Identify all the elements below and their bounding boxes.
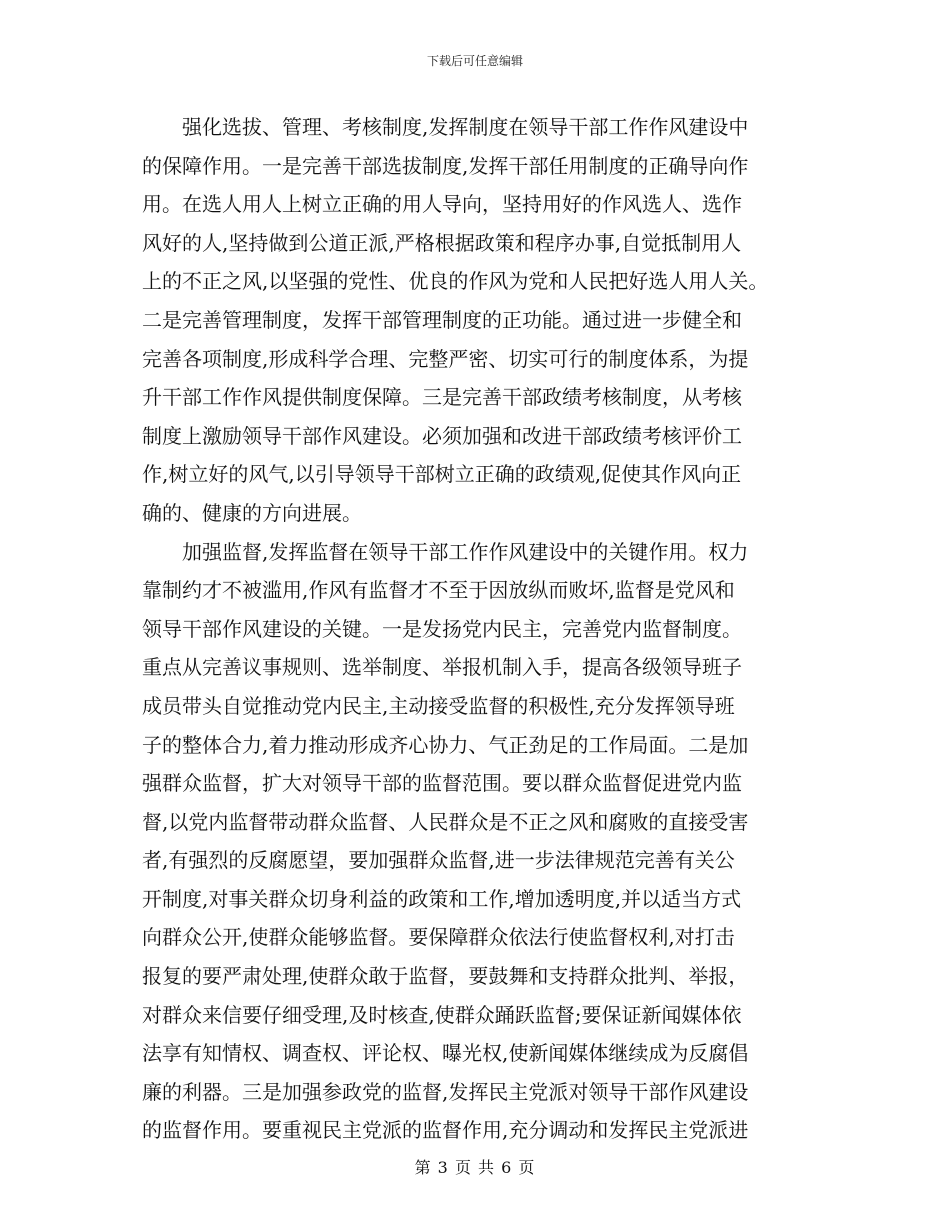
text-line: 向群众公开,使群众能够监督。要保障群众依法行使监督权利,对打击	[142, 925, 735, 950]
text-line: 重点从完善议事规则、选举制度、举报机制入手，提高各级领导班子	[142, 655, 742, 680]
text-line: 者,有强烈的反腐愿望，要加强群众监督,进一步法律规范完善有关公	[142, 848, 735, 873]
text-line: 领导干部作风建设的关键。一是发扬党内民主，完善党内监督制度。	[142, 616, 742, 641]
text-line: 报复的要严肃处理,使群众敢于监督，要鼓舞和支持群众批判、举报，	[142, 964, 749, 989]
text-line: 上的不正之风,以坚强的党性、优良的作风为党和人民把好选人用人关。	[142, 269, 769, 294]
text-line: 督,以党内监督带动群众监督、人民群众是不正之风和腐败的直接受害	[142, 809, 749, 834]
text-line: 完善各项制度,形成科学合理、完整严密、切实可行的制度体系，为提	[142, 346, 749, 371]
text-line: 二是完善管理制度，发挥干部管理制度的正功能。通过进一步健全和	[142, 307, 742, 332]
text-line: 用。在选人用人上树立正确的用人导向，坚持用好的作风选人、选作	[142, 192, 742, 217]
text-line: 作,树立好的风气,以引导领导干部树立正确的政绩观,促使其作风向正	[142, 462, 742, 487]
page-number: 第 3 页 共 6 页	[414, 1158, 536, 1177]
text-line: 确的、健康的方向进展。	[142, 500, 362, 525]
text-line: 廉的利器。三是加强参政党的监督,发挥民主党派对领导干部作风建设	[142, 1079, 749, 1104]
text-line: 强化选拔、管理、考核制度,发挥制度在领导干部工作作风建设中	[142, 115, 749, 139]
text-line: 的监督作用。要重视民主党派的监督作用,充分调动和发挥民主党派进	[142, 1118, 749, 1143]
text-line: 对群众来信要仔细受理,及时核查,使群众踊跃监督;要保证新闻媒体依	[142, 1002, 742, 1027]
text-line: 加强监督,发挥监督在领导干部工作作风建设中的关键作用。权力	[142, 539, 749, 564]
page-header: 下载后可任意编辑	[426, 54, 523, 68]
text-line: 的保障作用。一是完善干部选拔制度,发挥干部任用制度的正确导向作	[142, 153, 749, 178]
text-line: 开制度,对事关群众切身利益的政策和工作,增加透明度,并以适当方式	[142, 886, 742, 911]
document-body	[142, 108, 810, 1150]
text-line: 升干部工作作风提供制度保障。三是完善干部政绩考核制度，从考核	[142, 385, 742, 410]
text-line: 制度上激励领导干部作风建设。必须加强和改进干部政绩考核评价工	[142, 423, 742, 448]
text-line: 成员带头自觉推动党内民主,主动接受监督的积极性,充分发挥领导班	[142, 693, 735, 718]
text-line: 风好的人,坚持做到公道正派,严格根据政策和程序办事,自觉抵制用人	[142, 230, 742, 255]
text-line: 子的整体合力,着力推动形成齐心协力、气正劲足的工作局面。二是加	[142, 732, 749, 757]
text-line: 强群众监督，扩大对领导干部的监督范围。要以群众监督促进党内监	[142, 771, 742, 796]
text-line: 靠制约才不被滥用,作风有监督才不至于因放纵而败坏,监督是党风和	[142, 578, 735, 603]
text-line: 法享有知情权、调查权、评论权、曝光权,使新闻媒体继续成为反腐倡	[142, 1041, 749, 1066]
